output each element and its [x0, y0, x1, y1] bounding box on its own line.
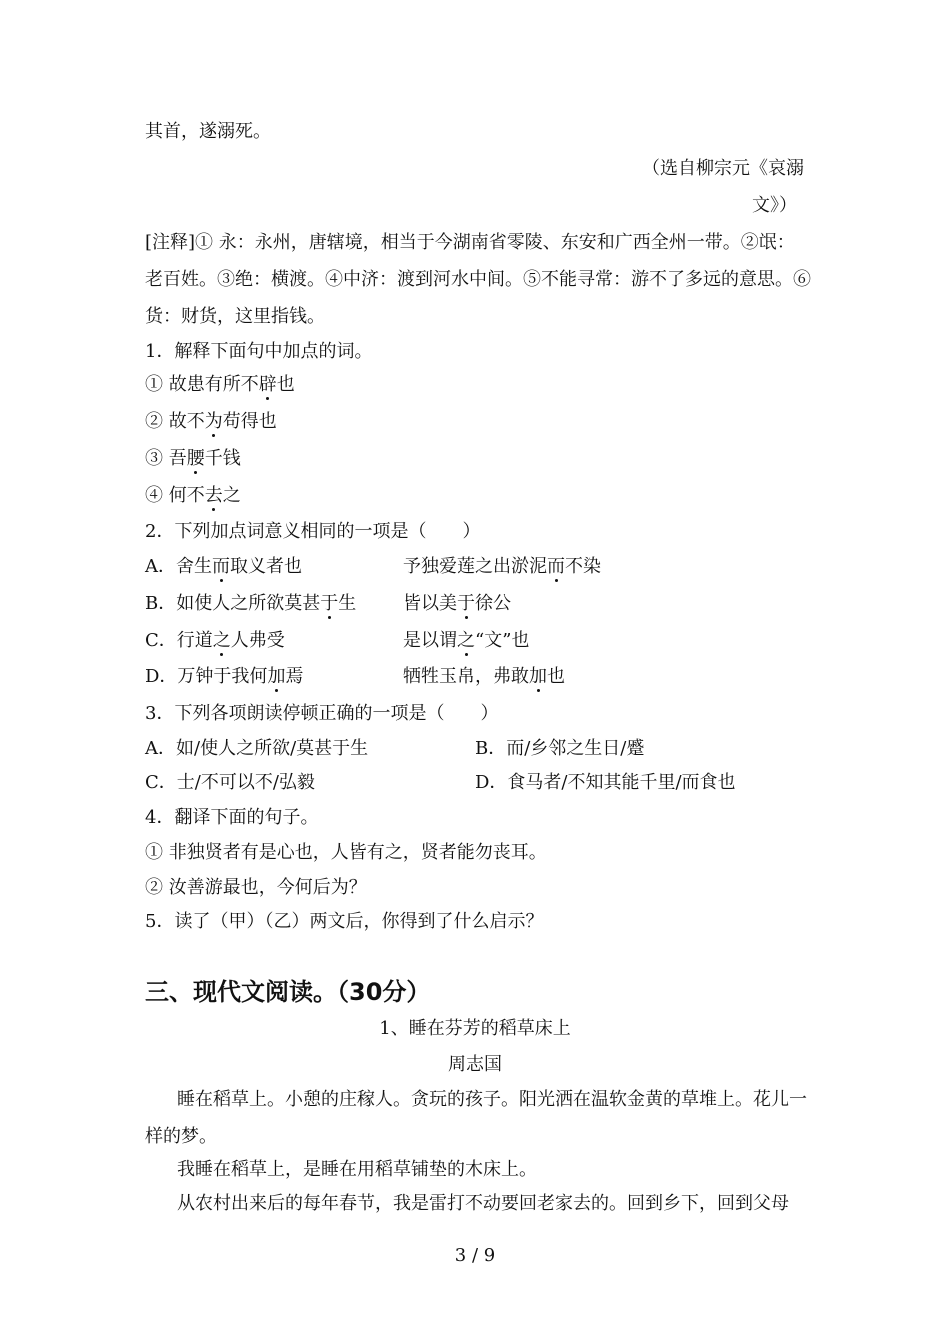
q2-title: 2．下列加点词意义相同的一项是（ ）: [145, 521, 481, 542]
q3-title: 3．下列各项朗读停顿正确的一项是（ ）: [145, 703, 499, 724]
dotted-word: 辟: [258, 374, 277, 395]
dotted-word: 之: [212, 630, 231, 651]
q5-title: 5．读了（甲）（乙）两文后，你得到了什么启示？: [145, 911, 544, 932]
article-paragraph-1: 睡在稻草上。小憩的庄稼人。贪玩的孩子。阳光洒在温软金黄的草堆上。花儿一样的梦。: [145, 1089, 807, 1147]
dotted-word: 加: [267, 666, 286, 687]
q4-title: 4．翻译下面的句子。: [145, 807, 319, 828]
q2-option-d-right: 牺牲玉帛，弗敢加也: [403, 666, 565, 687]
q2-option-b-left: B．如使人之所欲莫甚于生: [145, 593, 357, 614]
notes-line-3: 货：财货，这里指钱。: [145, 306, 325, 327]
q2-option-c-left: C．行道之人弗受: [145, 630, 285, 651]
dotted-word: 之: [457, 630, 475, 651]
q1-title: 1．解释下面句中加点的词。: [145, 341, 373, 362]
page-number: 3 / 9: [454, 1245, 496, 1266]
dotted-word: 去: [204, 485, 223, 506]
dotted-word: 为: [204, 411, 223, 432]
q3-option-c: C．士/不可以不/弘毅: [145, 772, 315, 793]
q2-option-b-right: 皆以美于徐公: [403, 593, 511, 614]
article-title: 1、睡在芬芳的稻草床上: [379, 1018, 571, 1039]
notes-line-1: [注释]① 永：永州，唐辖境，相当于今湖南省零陵、东安和广西全州一带。②氓：: [145, 232, 795, 253]
article-paragraph-3: 从农村出来后的每年春节，我是雷打不动要回老家去的。回到乡下，回到父母: [177, 1193, 789, 1214]
source-line-2: 文》）: [752, 195, 797, 216]
dotted-word: 加: [529, 666, 547, 687]
q2-option-d-left: D．万钟于我何加焉: [145, 666, 304, 687]
q4-sentence-2: ② 汝善游最也，今何后为？: [145, 877, 367, 898]
q2-option-c-right: 是以谓之“文”也: [403, 630, 530, 651]
dotted-word: 而: [212, 556, 230, 577]
dotted-word: 而: [547, 556, 565, 577]
q2-option-a-right: 予独爱莲之出淤泥而不染: [403, 556, 601, 577]
q2-option-a-left: A．舍生而取义者也: [145, 556, 302, 577]
article-paragraph-2: 我睡在稻草上，是睡在用稻草铺垫的木床上。: [177, 1159, 537, 1180]
q1-item: ① 故患有所不辟也: [145, 374, 295, 395]
q3-option-d: D．食马者/不知其能千里/而食也: [475, 772, 736, 793]
q3-option-b: B．而/乡邻之生日/蹙: [475, 738, 645, 759]
passage-end: 其首，遂溺死。: [145, 121, 271, 142]
dotted-word: 于: [457, 593, 475, 614]
q3-option-a: A．如/使人之所欲/莫甚于生: [145, 738, 369, 759]
dotted-word: 于: [320, 593, 339, 614]
q1-item: ③ 吾腰千钱: [145, 448, 241, 469]
q1-item: ④ 何不去之: [145, 485, 241, 506]
notes-line-2: 老百姓。③绝：横渡。④中济：渡到河水中间。⑤不能寻常：游不了多远的意思。⑥: [145, 269, 811, 290]
source-line-1: （选自柳宗元《哀溺: [642, 158, 804, 179]
section-heading: 三、现代文阅读。（30分）: [145, 978, 431, 1006]
q4-sentence-1: ① 非独贤者有是心也，人皆有之，贤者能勿丧耳。: [145, 842, 547, 863]
dotted-word: 腰: [186, 448, 205, 469]
q1-item: ② 故不为苟得也: [145, 411, 277, 432]
article-author: 周志国: [448, 1054, 502, 1075]
